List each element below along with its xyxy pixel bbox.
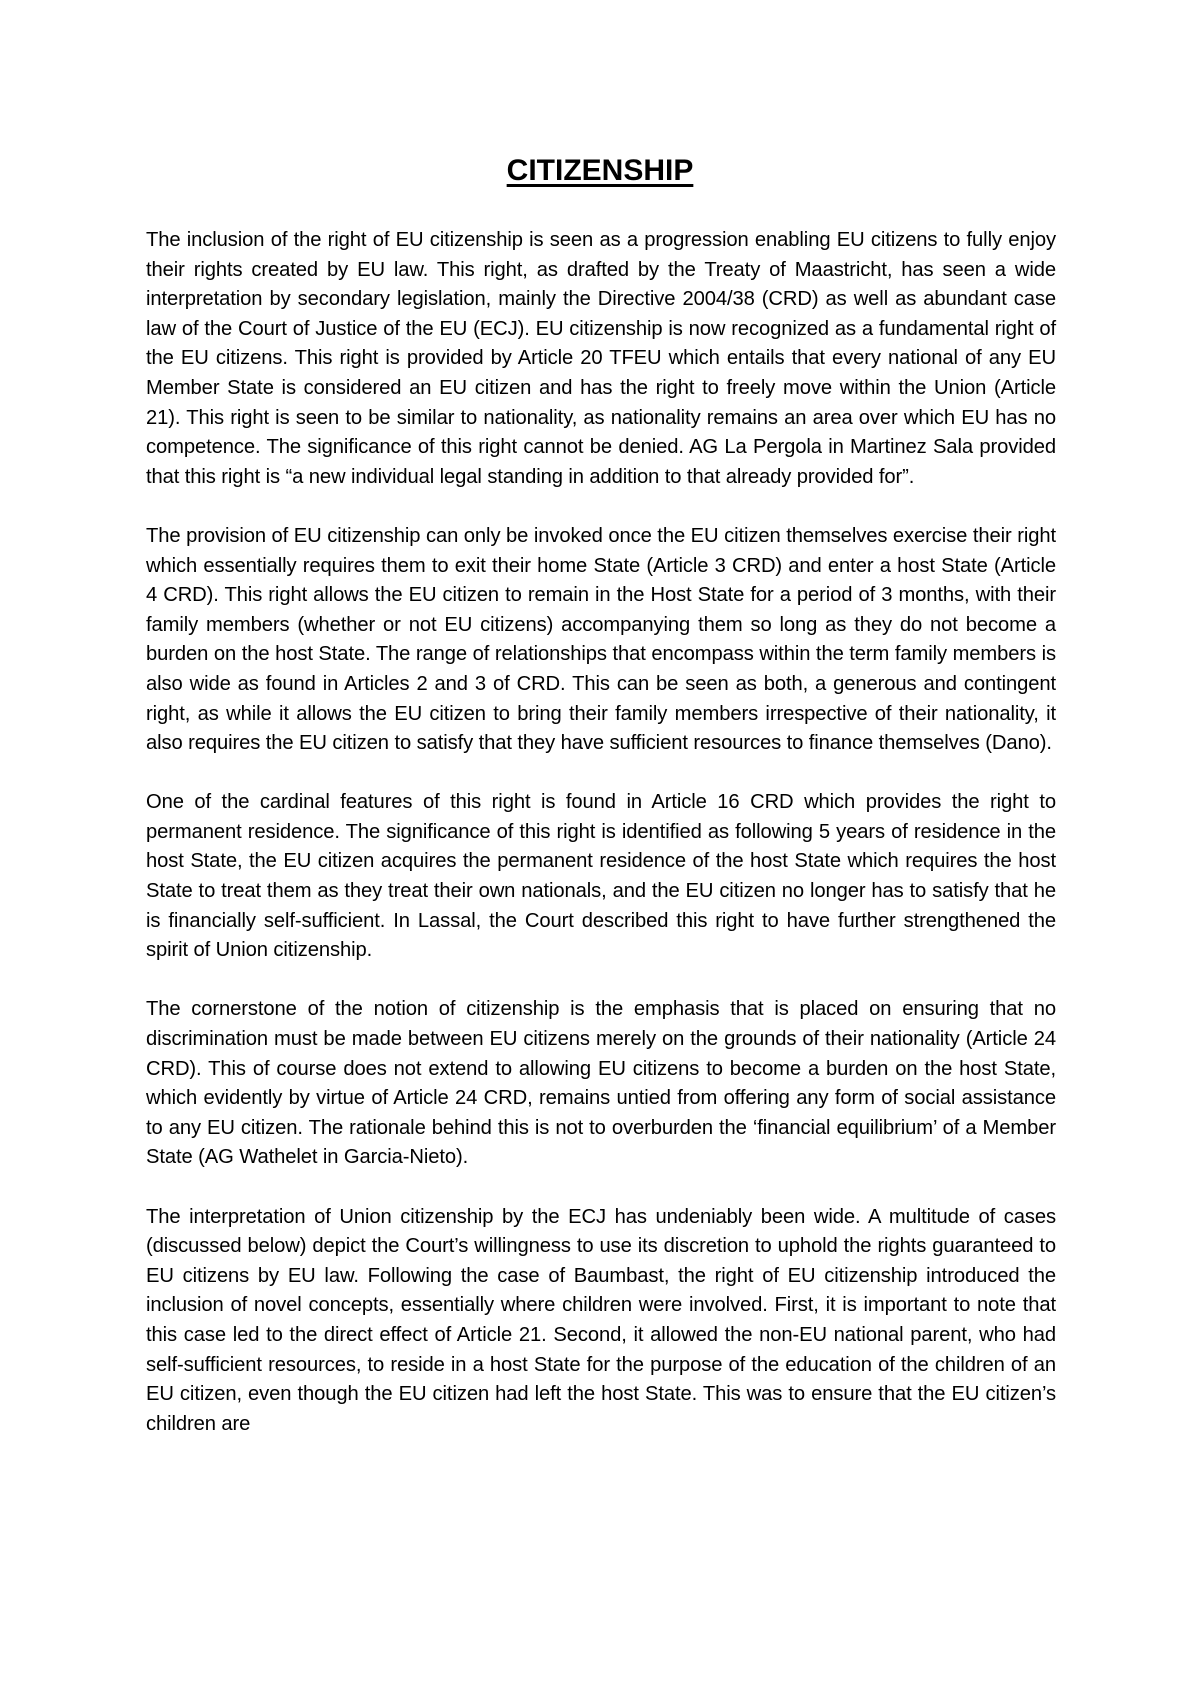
document-title: CITIZENSHIP (506, 154, 694, 187)
paragraph: The inclusion of the right of EU citizenship is seen as a progression enabling EU citizens to fully enjoy their rights created by EU law. This right, as drafted by the Treaty of Maastricht, has seen a wide interpretation by secondary legislation, mainly the Directive 2004/38 (CRD) as well as abundant case law of the Court of Justice of the EU (ECJ). EU citizenship is now recognized as a fundamental right of the EU citizens. This right is provided by Article 20 TFEU which entails that every national of any EU Member State is considered an EU citizen and has the right to freely move within the Union (Article 21). This right is seen to be similar to nationality, as nationality remains an area over which EU has no competence. The significance of this right cannot be denied. AG La Pergola in Martinez Sala provided that this right is “a new individual legal standing in addition to that already provided for”. (146, 229, 1056, 488)
paragraph: The interpretation of Union citizenship by the ECJ has undeniably been wide. A multitude of cases (discussed below) depict the Court’s willingness to use its discretion to uphold the rights guaranteed to EU citizens by EU law. Following the case of Baumbast, the right of EU citizenship introduced the inclusion of novel concepts, essentially where children were involved. First, it is important to note that this case led to the direct effect of Article 21. Second, it allowed the non-EU national parent, who had self-sufficient resources, to reside in a host State for the purpose of the education of the children of an EU citizen, even though the EU citizen had left the host State. This was to ensure that the EU citizen’s children are (146, 1205, 1056, 1435)
paragraph: One of the cardinal features of this right is found in Article 16 CRD which provides the right to permanent residence. The significance of this right is identified as following 5 years of residence in the host State, the EU citizen acquires the permanent residence of the host State which requires the host State to treat them as they treat their own nationals, and the EU citizen no longer has to satisfy that he is financially self-sufficient. In Lassal, the Court described this right to have further strengthened the spirit of Union citizenship. (146, 791, 1056, 962)
document-body (146, 226, 1056, 1469)
paragraph: The cornerstone of the notion of citizenship is the emphasis that is placed on ensuring that no discrimination must be made between EU citizens merely on the grounds of their nationality (Article 24 CRD). This of course does not extend to allowing EU citizens to become a burden on the host State, which evidently by virtue of Article 24 CRD, remains untied from offering any form of social assistance to any EU citizen. The rationale behind this is not to overburden the ‘financial equilibrium’ of a Member State (AG Wathelet in Garcia-Nieto). (146, 998, 1056, 1169)
paragraph: The provision of EU citizenship can only be invoked once the EU citizen themselves exercise their right which essentially requires them to exit their home State (Article 3 CRD) and enter a host State (Article 4 CRD). This right allows the EU citizen to remain in the Host State for a period of 3 months, with their family members (whether or not EU citizens) accompanying them so long as they do not become a burden on the host State. The range of relationships that encompass within the term family members is also wide as found in Articles 2 and 3 of CRD. This can be seen as both, a generous and contingent right, as while it allows the EU citizen to bring their family members irrespective of their nationality, it also requires the EU citizen to satisfy that they have sufficient resources to finance themselves (Dano). (146, 524, 1056, 755)
